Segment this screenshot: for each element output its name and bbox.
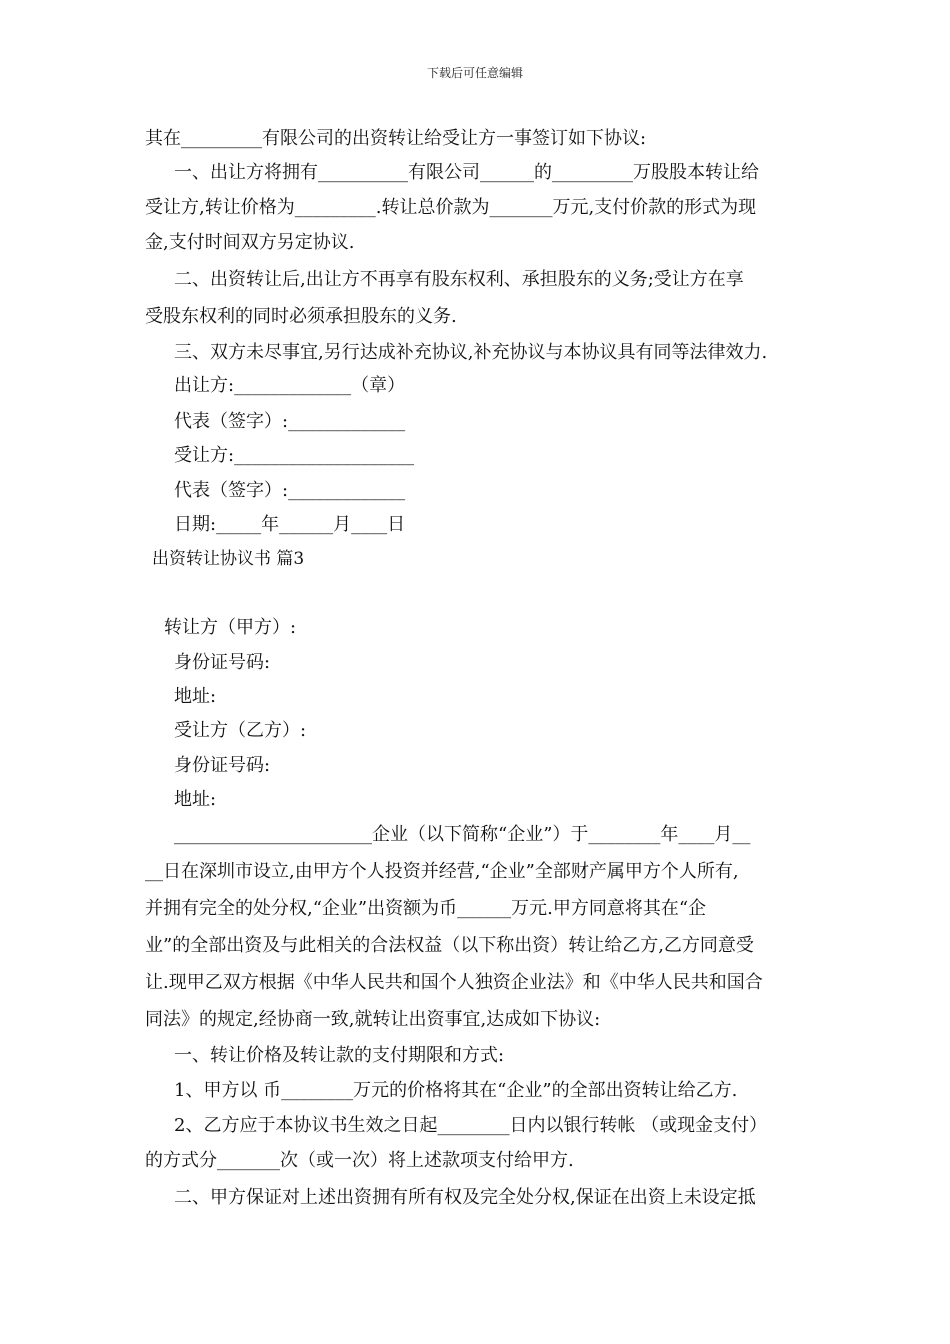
page-header: 下载后可任意编辑	[426, 66, 523, 80]
party-a-address: 地址:	[174, 686, 217, 707]
party-a-id: 身份证号码:	[174, 652, 271, 673]
party-b-label: 受让方（乙方）:	[174, 720, 307, 741]
clause-1-item-2: 2、乙方应于本协议书生效之日起________日内以银行转帐 （或现金支付）	[174, 1115, 768, 1136]
text-line-5: 二、出资转让后,出让方不再享有股东权利、承担股东的义务;受让方在享	[174, 269, 744, 290]
clause-1-title: 一、转让价格及转让款的支付期限和方式:	[174, 1045, 505, 1066]
body-line-3: 并拥有完全的处分权,“企业”出资额为币______万元.甲方同意将其在“企	[145, 898, 707, 919]
text-line-3: 受让方,转让价格为_________.转让总价款为_______万元,支付价款的形式为现	[145, 197, 757, 218]
signature-seller-rep: 代表（签字）:_____________	[174, 411, 406, 432]
text-line-7: 三、双方未尽事宜,另行达成补充协议,补充协议与本协议具有同等法律效力.	[174, 342, 768, 363]
clause-1-item-1: 1、甲方以 币________万元的价格将其在“企业”的全部出资转让给乙方.	[174, 1080, 738, 1101]
signature-buyer: 受让方:____________________	[174, 445, 415, 466]
text-line-1: 其在_________有限公司的出资转让给受让方一事签订如下协议:	[145, 128, 647, 149]
clause-1-item-2-cont: 的方式分_______次（或一次）将上述款项支付给甲方.	[145, 1150, 574, 1171]
body-line-2: __日在深圳市设立,由甲方个人投资并经营,“企业”全部财产属甲方个人所有,	[145, 861, 739, 882]
body-line-1: ______________________企业（以下简称“企业”）于________年____月__	[174, 824, 751, 845]
section-title: 出资转让协议书 篇3	[152, 549, 305, 569]
party-b-address: 地址:	[174, 789, 217, 810]
clause-2: 二、甲方保证对上述出资拥有所有权及完全处分权,保证在出资上未设定抵	[174, 1187, 756, 1208]
body-line-5: 让.现甲乙双方根据《中华人民共和国个人独资企业法》和《中华人民共和国合	[145, 972, 763, 993]
signature-buyer-rep: 代表（签字）:_____________	[174, 480, 406, 501]
party-b-id: 身份证号码:	[174, 755, 271, 776]
text-line-2: 一、出让方将拥有__________有限公司______的_________万股股本转让给	[174, 162, 759, 183]
signature-seller: 出让方:_____________（章）	[174, 375, 406, 396]
party-a-label: 转让方（甲方）:	[164, 617, 297, 638]
text-line-4: 金,支付时间双方另定协议.	[145, 232, 355, 253]
body-line-4: 业”的全部出资及与此相关的合法权益（以下称出资）转让给乙方,乙方同意受	[145, 935, 754, 956]
body-line-6: 同法》的规定,经协商一致,就转让出资事宜,达成如下协议:	[145, 1009, 601, 1030]
text-line-6: 受股东权利的同时必须承担股东的义务.	[145, 306, 457, 327]
signature-date: 日期:_____年______月____日	[174, 514, 406, 535]
